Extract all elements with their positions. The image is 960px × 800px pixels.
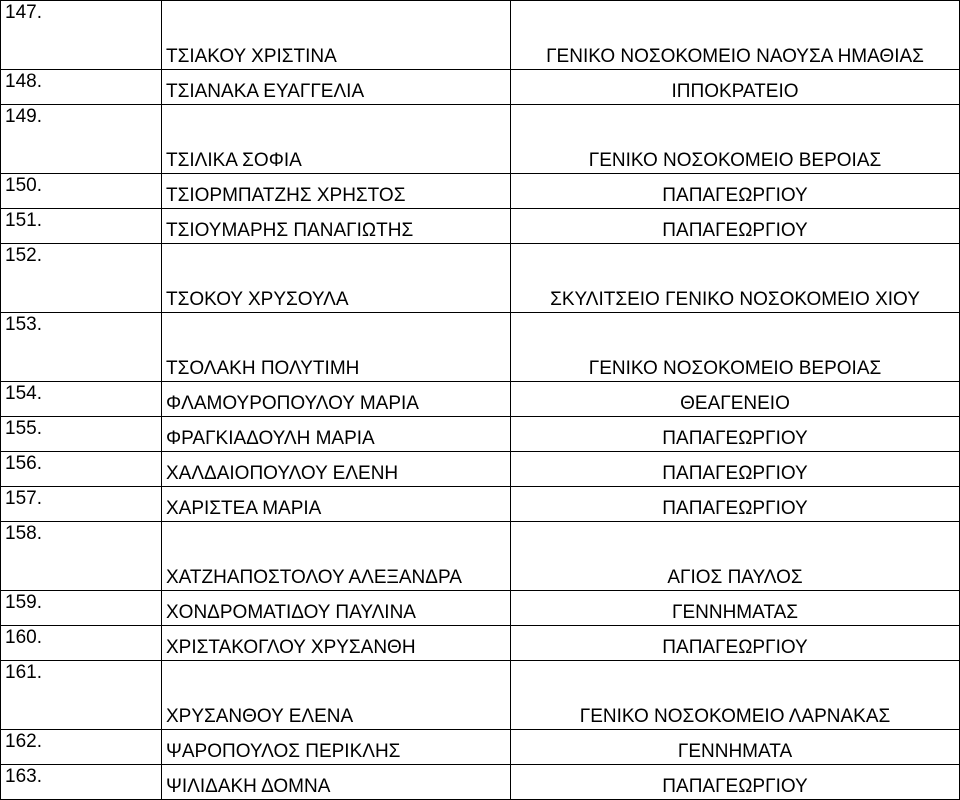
hospital-name: ΙΠΠΟΚΡΑΤΕΙΟ (511, 70, 960, 105)
hospital-name: ΣΚΥΛΙΤΣΕΙΟ ΓΕΝΙΚΟ ΝΟΣΟΚΟΜΕΙΟ ΧΙΟΥ (511, 244, 960, 313)
row-number: 160. (1, 626, 162, 661)
row-number: 159. (1, 591, 162, 626)
row-number: 150. (1, 174, 162, 209)
table-row (1, 174, 960, 209)
row-number: 154. (1, 382, 162, 417)
row-number: 147. (1, 1, 162, 70)
hospital-name: ΠΑΠΑΓΕΩΡΓΙΟΥ (511, 417, 960, 452)
person-name: ΤΣΙΑΝΑΚΑ ΕΥΑΓΓΕΛΙΑ (162, 70, 511, 105)
row-number: 161. (1, 661, 162, 730)
person-name: ΤΣΟΚΟΥ ΧΡΥΣΟΥΛΑ (162, 244, 511, 313)
hospital-name: ΓΕΝΙΚΟ ΝΟΣΟΚΟΜΕΙΟ ΝΑΟΥΣΑ ΗΜΑΘΙΑΣ (511, 1, 960, 70)
person-name: ΧΡΥΣΑΝΘΟΥ ΕΛΕΝΑ (162, 661, 511, 730)
person-name: ΧΡΙΣΤΑΚΟΓΛΟΥ ΧΡΥΣΑΝΘΗ (162, 626, 511, 661)
table-row (1, 244, 960, 313)
person-name: ΤΣΟΛΑΚΗ ΠΟΛΥΤΙΜΗ (162, 313, 511, 382)
hospital-name: ΓΕΝΝΗΜΑΤΑΣ (511, 591, 960, 626)
row-number: 151. (1, 209, 162, 244)
hospital-name: ΠΑΠΑΓΕΩΡΓΙΟΥ (511, 174, 960, 209)
person-name: ΤΣΙΟΡΜΠΑΤΖΗΣ ΧΡΗΣΤΟΣ (162, 174, 511, 209)
row-number: 157. (1, 487, 162, 522)
table-row (1, 730, 960, 765)
row-number: 156. (1, 452, 162, 487)
row-number: 149. (1, 105, 162, 174)
row-number: 152. (1, 244, 162, 313)
person-name: ΤΣΙΑΚΟΥ ΧΡΙΣΤΙΝΑ (162, 1, 511, 70)
table-row (1, 209, 960, 244)
person-name: ΦΛΑΜΟΥΡΟΠΟΥΛΟΥ ΜΑΡΙΑ (162, 382, 511, 417)
table-row (1, 382, 960, 417)
person-name: ΧΑΛΔΑΙΟΠΟΥΛΟΥ ΕΛΕΝΗ (162, 452, 511, 487)
person-name: ΧΟΝΔΡΟΜΑΤΙΔΟΥ ΠΑΥΛΙΝΑ (162, 591, 511, 626)
hospital-name: ΓΕΝΙΚΟ ΝΟΣΟΚΟΜΕΙΟ ΒΕΡΟΙΑΣ (511, 105, 960, 174)
table-row (1, 452, 960, 487)
row-number: 153. (1, 313, 162, 382)
person-name: ΤΣΙΛΙΚΑ ΣΟΦΙΑ (162, 105, 511, 174)
hospital-name: ΓΕΝΙΚΟ ΝΟΣΟΚΟΜΕΙΟ ΛΑΡΝΑΚΑΣ (511, 661, 960, 730)
row-number: 148. (1, 70, 162, 105)
hospital-name: ΠΑΠΑΓΕΩΡΓΙΟΥ (511, 765, 960, 800)
person-name: ΨΑΡΟΠΟΥΛΟΣ ΠΕΡΙΚΛΗΣ (162, 730, 511, 765)
hospital-name: ΓΕΝΝΗΜΑΤΑ (511, 730, 960, 765)
person-name: ΧΑΤΖΗΑΠΟΣΤΟΛΟΥ ΑΛΕΞΑΝΔΡΑ (162, 522, 511, 591)
table-row (1, 313, 960, 382)
row-number: 163. (1, 765, 162, 800)
table-row (1, 626, 960, 661)
table-row (1, 487, 960, 522)
hospital-name: ΓΕΝΙΚΟ ΝΟΣΟΚΟΜΕΙΟ ΒΕΡΟΙΑΣ (511, 313, 960, 382)
hospital-name: ΑΓΙΟΣ ΠΑΥΛΟΣ (511, 522, 960, 591)
person-name: ΦΡΑΓΚΙΑΔΟΥΛΗ ΜΑΡΙΑ (162, 417, 511, 452)
person-name: ΨΙΛΙΔΑΚΗ ΔΟΜΝΑ (162, 765, 511, 800)
row-number: 162. (1, 730, 162, 765)
table-row (1, 522, 960, 591)
row-number: 155. (1, 417, 162, 452)
table-row (1, 417, 960, 452)
table-row (1, 70, 960, 105)
table-row (1, 591, 960, 626)
hospital-name: ΠΑΠΑΓΕΩΡΓΙΟΥ (511, 452, 960, 487)
hospital-name: ΠΑΠΑΓΕΩΡΓΙΟΥ (511, 487, 960, 522)
hospital-name: ΠΑΠΑΓΕΩΡΓΙΟΥ (511, 209, 960, 244)
hospital-name: ΠΑΠΑΓΕΩΡΓΙΟΥ (511, 626, 960, 661)
table-row (1, 105, 960, 174)
table-row (1, 661, 960, 730)
table-row (1, 765, 960, 800)
person-name: ΤΣΙΟΥΜΑΡΗΣ ΠΑΝΑΓΙΩΤΗΣ (162, 209, 511, 244)
table-row (1, 1, 960, 70)
person-name: ΧΑΡΙΣΤΕΑ ΜΑΡΙΑ (162, 487, 511, 522)
hospital-name: ΘΕΑΓΕΝΕΙΟ (511, 382, 960, 417)
row-number: 158. (1, 522, 162, 591)
